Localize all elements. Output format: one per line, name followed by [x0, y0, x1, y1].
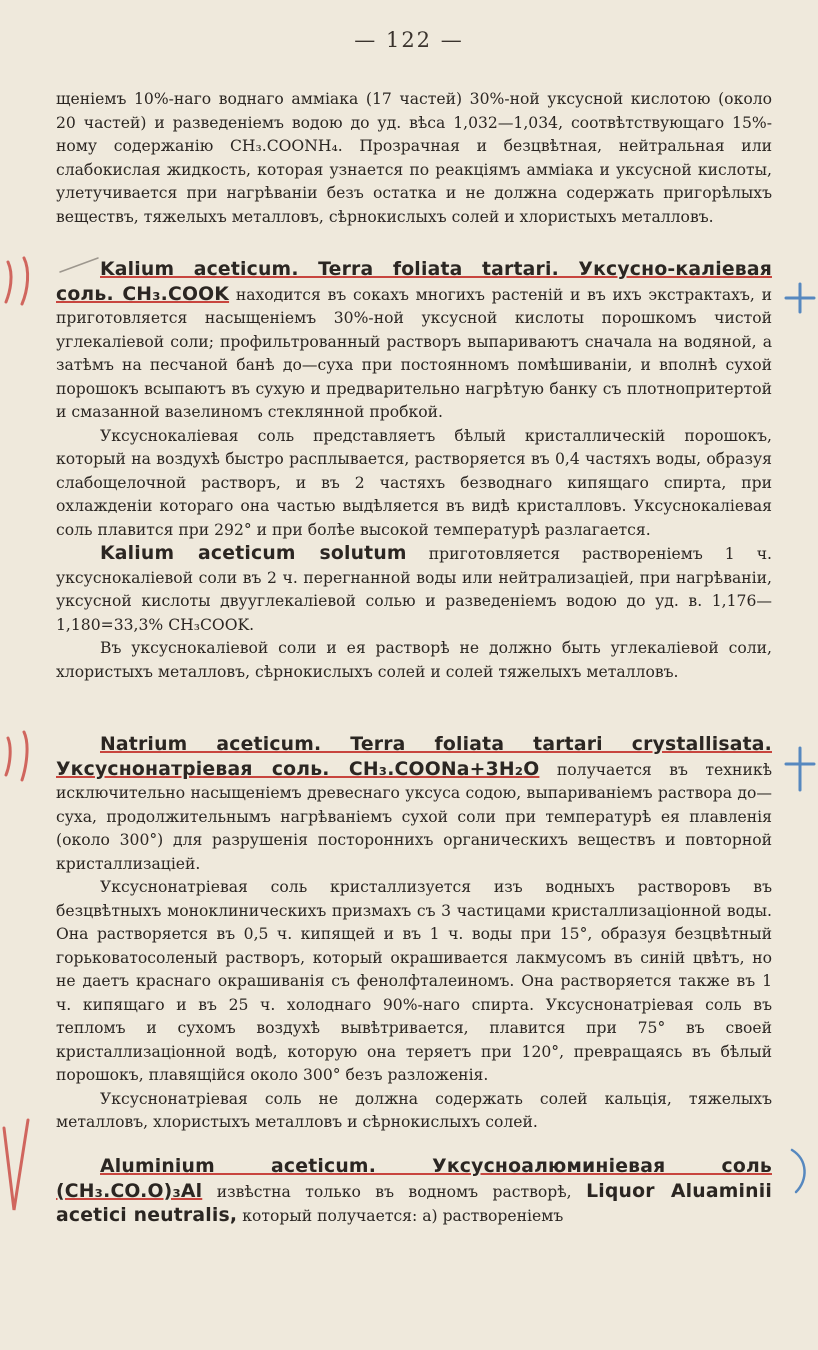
blue-margin-cross-2: [786, 748, 814, 790]
aluminium-text-1: извѣстна только въ водномъ растворѣ,: [216, 1182, 572, 1201]
page-number: — 122 —: [354, 28, 464, 52]
natrium-purity-paragraph: Уксуснонатріевая соль не должна содержать солей кальція, тяжелыхъ металловъ, хлористыхъ металловъ и сѣрнокислыхъ солей.: [56, 1089, 772, 1131]
kalium-aceticum-heading: Kalium aceticum. Terra foliata tartari. Уксусно-каліевая соль. CH₃.COOK: [56, 259, 772, 305]
intro-paragraph-block: [56, 88, 772, 229]
kalium-aceticum-section: [56, 258, 772, 684]
red-margin-v-mark: [4, 1120, 28, 1210]
intro-paragraph: щеніемъ 10%-наго воднаго аммiака (17 частей) 30%-ной уксусной кислотою (около 20 частей) и разведеніемъ водою до уд. вѣса 1,032—1,034, соотвѣтствующаго 15%-ному содержанію CH₃.COONH₄. Прозрачная и безцвѣтная, нейтральная или слабокислая жидкость, которая узнается по реакціямъ амміака и уксусной кислоты, улетучивается при нагрѣваніи безъ остатка и не должна содержать пригорѣлыхъ веществъ, тяжелыхъ металловъ, сѣрнокислыхъ солей и хлористыхъ металловъ.: [56, 90, 772, 226]
aluminium-aceticum-heading: Aluminium aceticum. Уксусноалюминіевая соль (CH₃.CO.O)₃Al: [56, 1156, 772, 1202]
liquor-heading: Liquor Aluaminii acetici neutralis,: [56, 1180, 772, 1226]
natrium-aceticum-section: [56, 733, 772, 1135]
kalium-properties-paragraph: Уксуснокаліевая соль представляетъ бѣлый кристаллическій порошокъ, который на воздухѣ быстро расплывается, растворяется въ 0,4 частяхъ воды, образуя слабощелочной растворъ, и въ 2 частяхъ безводнаго кипящаго спирта, при охлажденіи котораго она частью выдѣляется въ видѣ кристалловъ. Уксуснокаліевая соль плавится при 292° и при болѣе высокой температурѣ разлагается.: [56, 426, 772, 539]
kalium-aceticum-description: находится въ сокахъ многихъ растеній и въ ихъ экстрактахъ, и приготовляется насыщеніемъ 30%-ной уксусной кислоты порошкомъ чистой углекаліевой соли; профильтрованный растворъ выпариваютъ сначала на водяной, а затѣмъ на песчаной банѣ до—суха при постоянномъ помѣшиваніи, и вполнѣ сухой порошокъ всыпаютъ въ сухую и предварительно нагрѣтую банку съ плотнопритертой и смазанной вазелиномъ стеклянной пробкой.: [56, 285, 772, 421]
aluminium-text-2: который получается: а) раствореніемъ: [242, 1207, 564, 1225]
aluminium-aceticum-section: [56, 1155, 772, 1229]
natrium-aceticum-description: получается въ техникѣ исключительно насыщеніемъ древеснаго уксуса содою, выпариваніемъ раствора до—суха, продолжительнымъ нагрѣваніемъ сухой соли при температурѣ ея плавленія (около 300°) для разрушенія постороннихъ органическихъ веществъ и повторной кристаллизаціей.: [56, 760, 772, 873]
red-margin-mark-kalium: [6, 258, 28, 304]
red-margin-mark-natrium: [6, 732, 27, 780]
kalium-solutum-heading: Kalium aceticum solutum: [100, 543, 407, 564]
kalium-purity-paragraph: Въ уксуснокаліевой соли и ея растворѣ не должно быть углекаліевой соли, хлористыхъ металловъ, сѣрнокислыхъ солей и солей тяжелыхъ металловъ.: [56, 639, 772, 681]
natrium-aceticum-heading: Natrium aceticum. Terra foliata tartari crystallisata. Уксуснонатріевая соль. CH₃.COONa+3H₂O: [56, 734, 772, 780]
blue-margin-bracket: [792, 1150, 805, 1192]
kalium-solutum-text: приготовляется раствореніемъ 1 ч. уксуснокаліевой соли въ 2 ч. перегнанной воды или нейтрализаціей, при нагрѣваніи, уксусной кислоты двууглекаліевой солью и разведеніемъ водою до уд. в. 1,176—1,180=33,3% CH₃COOK.: [56, 545, 772, 634]
blue-margin-cross-1: [786, 284, 814, 312]
natrium-properties-paragraph: Уксуснонатріевая соль кристаллизуется изъ водныхъ растворовъ въ безцвѣтныхъ моноклиническихъ призмахъ съ 3 частицами кристаллизаціонной воды. Она растворяется въ 0,5 ч. кипящей и въ 1 ч. воды при 15°, образуя безцвѣтный горьковатосоленый растворъ, который окрашивается лакмусомъ въ синій цвѣтъ, но не даетъ краснаго окрашиванія съ фенолфталеиномъ. Она растворяется также въ 1 ч. кипящаго и въ 25 ч. холоднаго 90%-наго спирта. Уксуснонатріевая соль въ тепломъ и сухомъ воздухѣ вывѣтривается, плавится при 75° въ своей кристаллизаціонной водѣ, которую она теряетъ при 120°, превращаясь въ бѣлый порошокъ, плавящійся около 300° безъ разложенія.: [56, 878, 772, 1084]
